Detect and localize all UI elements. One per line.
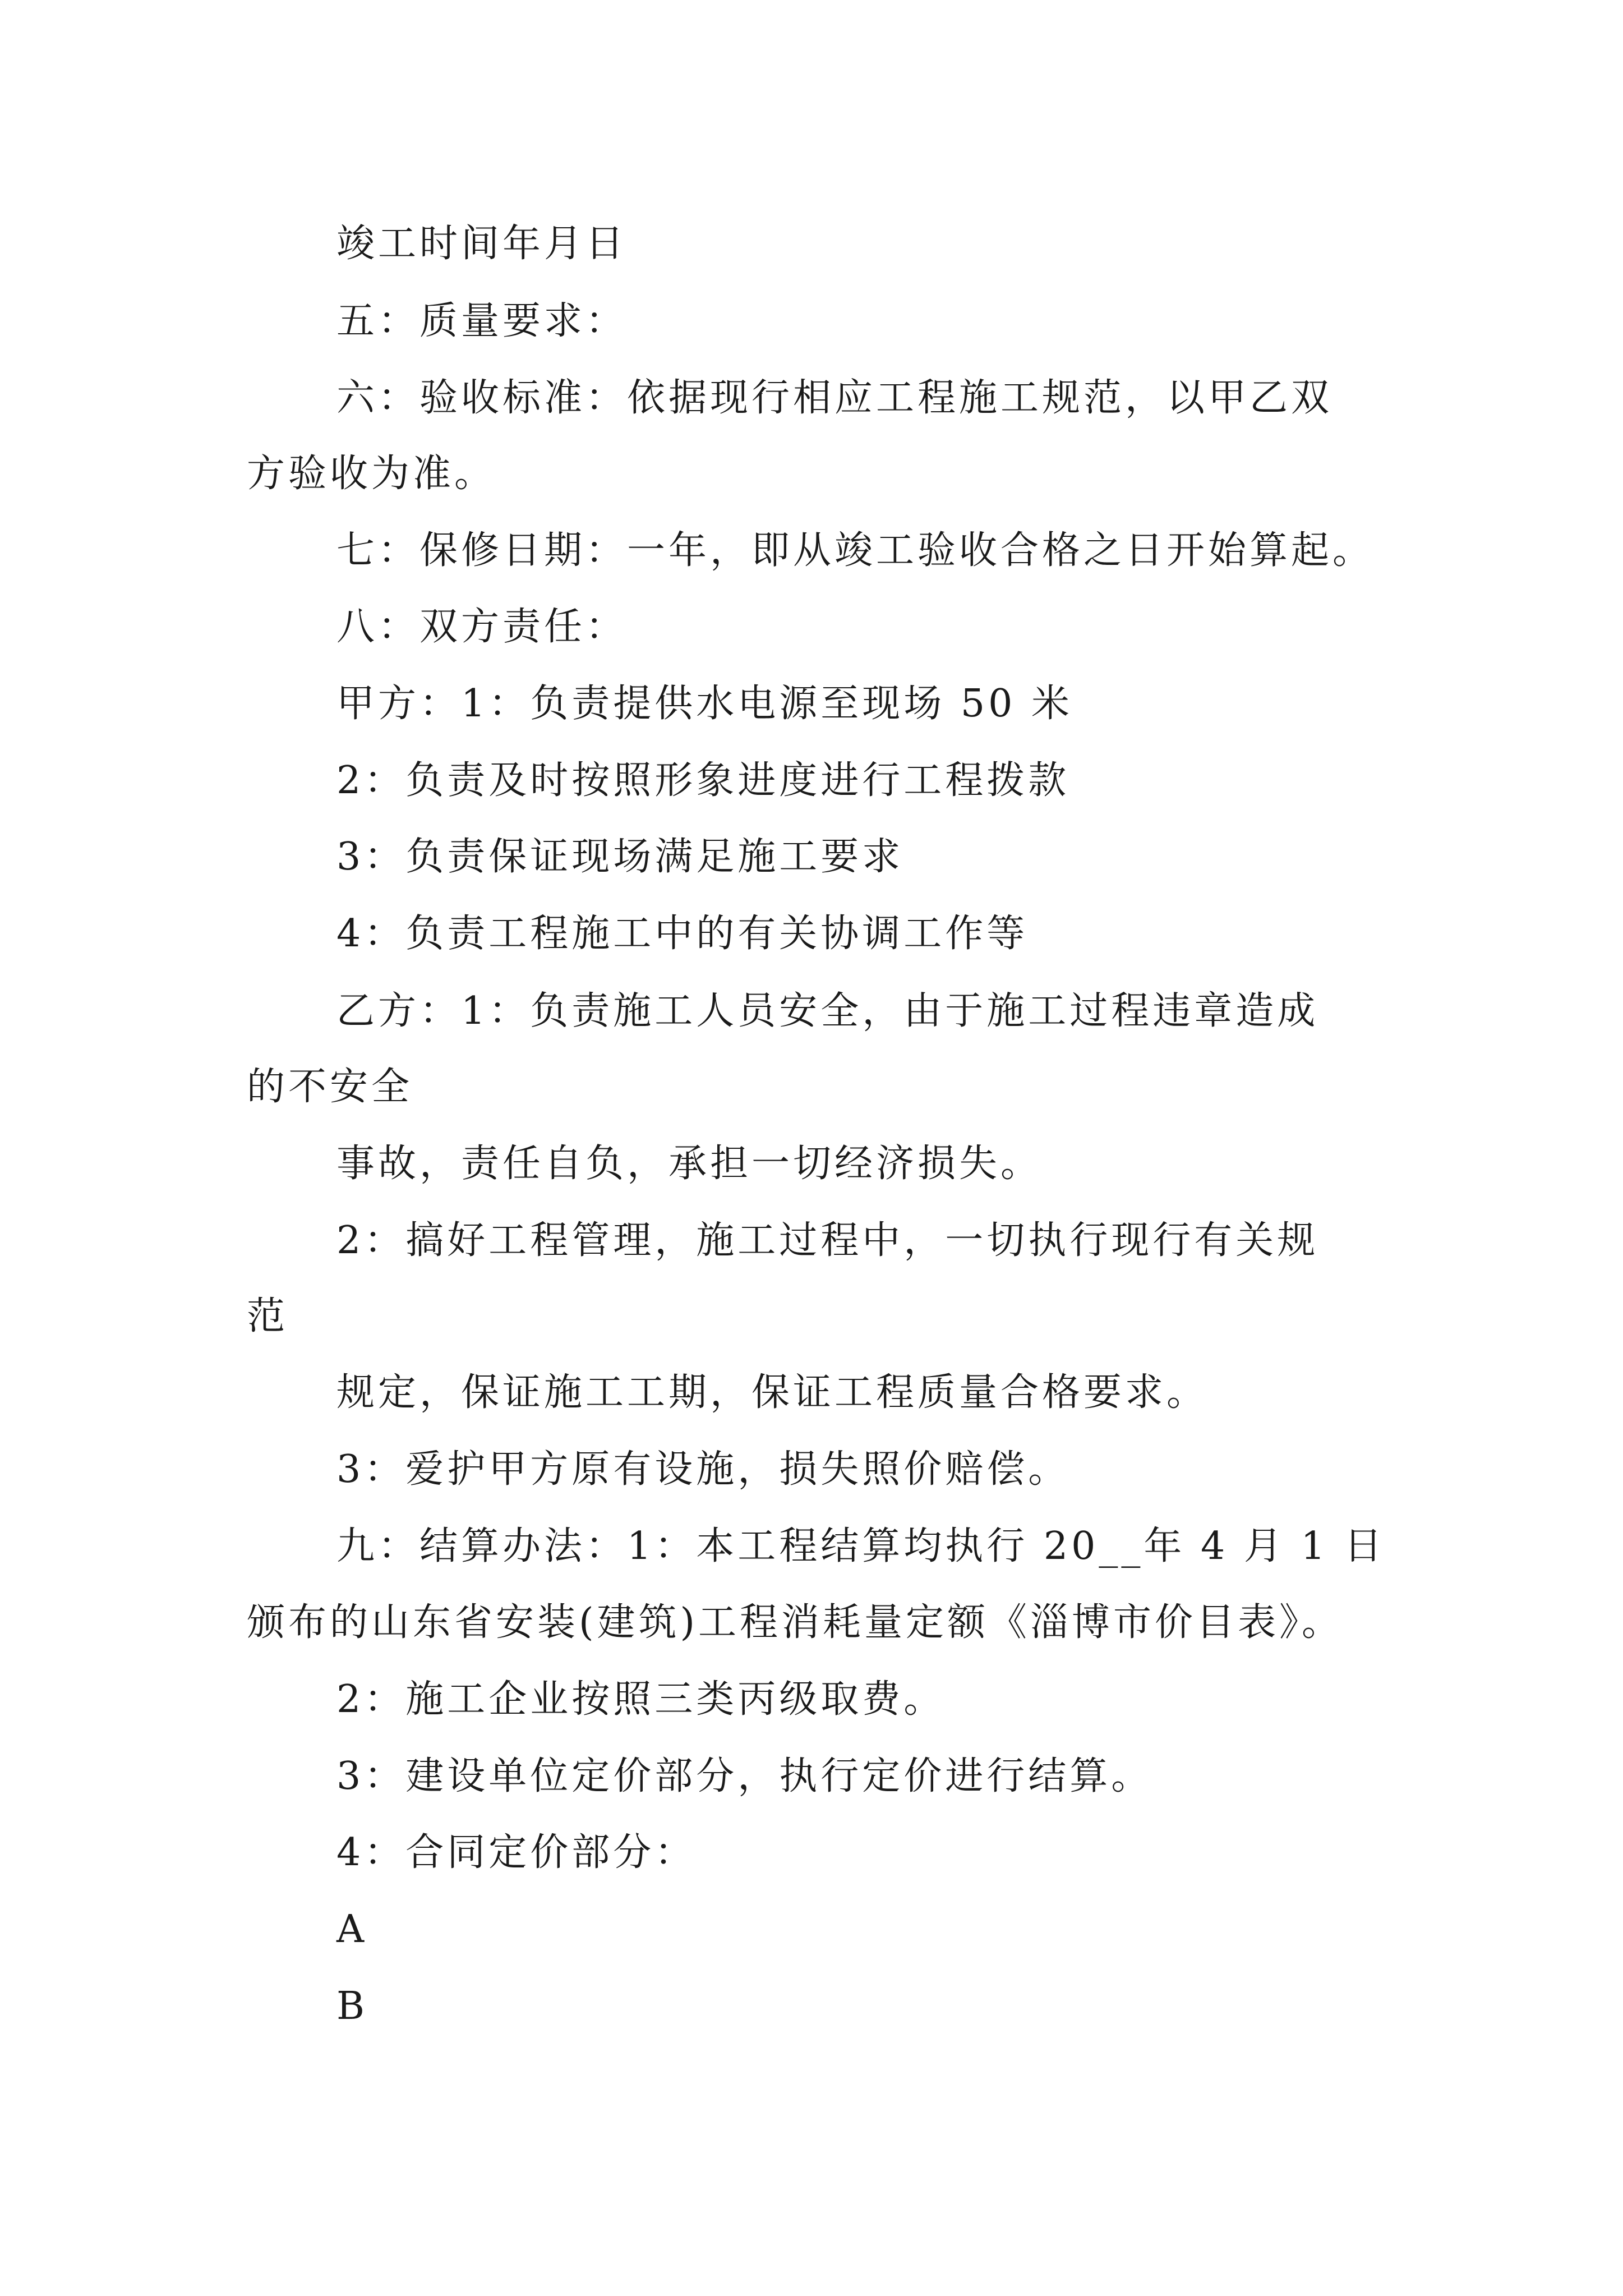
text-line: 八：双方责任： [336,605,628,649]
text-line: 3：负责保证现场满足施工要求 [336,835,904,879]
text-line: 2：搞好工程管理，施工过程中，一切执行现行有关规 [336,1218,1319,1263]
text-line: 3：爱护甲方原有设施，损失照价赔偿。 [336,1447,1070,1492]
text-line: 4：合同定价部分： [336,1830,697,1875]
text-line: 事故，责任自负，承担一切经济损失。 [336,1142,1043,1186]
text-line: 2：施工企业按照三类丙级取费。 [336,1677,946,1722]
text-line: 2：负责及时按照形象进度进行工程拨款 [336,758,1070,803]
text-line: 七：保修日期：一年，即从竣工验收合格之日开始算起。 [336,528,1375,573]
text-line: 乙方：1：负责施工人员安全，由于施工过程违章造成 [336,989,1319,1033]
text-line: 范 [247,1294,289,1338]
text-line: A [336,1907,368,1952]
text-line: 六：验收标准：依据现行相应工程施工规范，以甲乙双 [336,376,1333,420]
text-line: 竣工时间年月日 [336,222,628,266]
text-line: 4：负责工程施工中的有关协调工作等 [336,912,1029,956]
text-line: 五：质量要求： [336,299,628,343]
text-line: 3：建设单位定价部分，执行定价进行结算。 [336,1754,1153,1798]
text-line: 的不安全 [247,1065,413,1109]
text-line: 颁布的山东省安装(建筑)工程消耗量定额《淄博市价目表》。 [247,1600,1344,1645]
text-line: 甲方：1：负责提供水电源至现场 50 米 [336,682,1073,726]
text-line: 规定，保证施工工期，保证工程质量合格要求。 [336,1370,1209,1415]
text-line: 九：结算办法：1：本工程结算均执行 20__年 4 月 1 日 [336,1524,1386,1568]
text-line: B [336,1984,368,2028]
text-line: 方验收为准。 [247,452,496,496]
